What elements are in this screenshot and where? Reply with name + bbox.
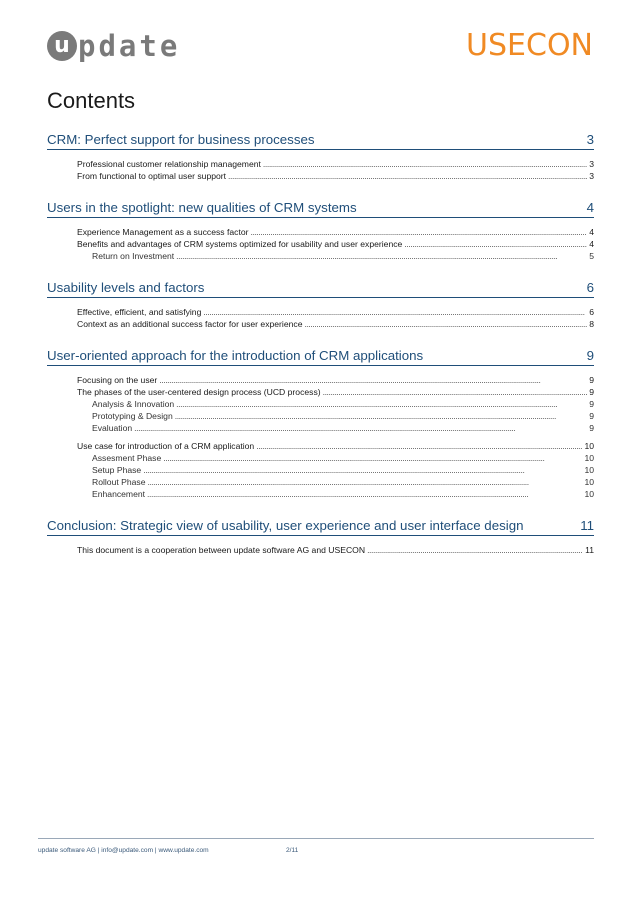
toc-entry-page: 8: [589, 319, 594, 329]
toc-section-page: 9: [586, 348, 594, 363]
toc-entry-list: [47, 158, 594, 182]
toc-dot-leader: [367, 544, 583, 556]
table-of-contents: [47, 132, 594, 574]
toc-dot-leader: [175, 410, 587, 422]
toc-entry[interactable]: [77, 374, 594, 386]
toc-section-title: User-oriented approach for the introduction of CRM applications: [47, 348, 424, 363]
toc-entry-title: Analysis & Innovation: [92, 399, 175, 409]
toc-entry-title: Setup Phase: [92, 465, 142, 475]
toc-section: [47, 280, 594, 330]
toc-entry-title: Prototyping & Design: [92, 411, 173, 421]
toc-entry[interactable]: [77, 318, 594, 330]
toc-entry-title: Rollout Phase: [92, 477, 146, 487]
toc-section: [47, 518, 594, 556]
toc-section-page: 4: [586, 200, 594, 215]
toc-section: [47, 348, 594, 500]
toc-subentry[interactable]: [92, 410, 594, 422]
toc-entry-title: Professional customer relationship management: [77, 159, 261, 169]
toc-entry-title: Evaluation: [92, 423, 133, 433]
toc-entry-page: 9: [589, 399, 594, 409]
toc-entry[interactable]: [77, 170, 594, 182]
toc-entry-list: [47, 306, 594, 330]
toc-dot-leader: [203, 306, 587, 318]
toc-entry-title: Use case for introduction of a CRM application: [77, 441, 255, 451]
update-logo-text: pdate: [78, 29, 181, 63]
toc-section-heading[interactable]: [47, 132, 594, 150]
toc-subentry[interactable]: [92, 422, 594, 434]
toc-entry-title: Context as an additional success factor for user experience: [77, 319, 303, 329]
toc-dot-leader: [147, 488, 582, 500]
toc-section-heading[interactable]: [47, 348, 594, 366]
toc-entry-title: Return on Investment: [92, 251, 175, 261]
toc-section-heading[interactable]: [47, 280, 594, 298]
toc-entry-page: 10: [584, 453, 594, 463]
toc-entry-title: From functional to optimal user support: [77, 171, 227, 181]
toc-entry[interactable]: [77, 158, 594, 170]
toc-entry-title: Focusing on the user: [77, 375, 158, 385]
toc-entry-page: 10: [584, 489, 594, 499]
toc-entry-page: 10: [584, 477, 594, 487]
toc-section: [47, 200, 594, 262]
usecon-logo-text-b: ON: [546, 28, 593, 63]
toc-entry[interactable]: [77, 544, 594, 556]
toc-entry-page: 9: [589, 375, 594, 385]
toc-dot-leader: [228, 170, 587, 182]
toc-section-page: 3: [586, 132, 594, 147]
toc-subentry[interactable]: [92, 476, 594, 488]
toc-entry-title: This document is a cooperation between update software AG and USECON: [77, 545, 366, 555]
toc-entry-page: 5: [589, 251, 594, 261]
toc-entry-page: 11: [585, 545, 594, 555]
toc-section-page: 11: [580, 518, 594, 533]
toc-subentry[interactable]: [92, 452, 594, 464]
toc-entry-page: 6: [589, 307, 594, 317]
usecon-logo-text-a: USEC: [466, 28, 547, 63]
toc-entry-list: [47, 226, 594, 262]
toc-entry-page: 10: [584, 465, 594, 475]
toc-subentry[interactable]: [92, 250, 594, 262]
update-logo: [47, 28, 180, 64]
toc-entry-page: 4: [589, 227, 594, 237]
toc-entry-title: The phases of the user-centered design process (UCD process): [77, 387, 321, 397]
toc-section-heading[interactable]: [47, 200, 594, 218]
page-header: [47, 28, 593, 68]
toc-dot-leader: [404, 238, 587, 250]
toc-dot-leader: [304, 318, 587, 330]
toc-dot-leader: [176, 398, 587, 410]
toc-entry-page: 10: [584, 441, 594, 451]
toc-section-heading[interactable]: [47, 518, 594, 536]
toc-subentry[interactable]: [92, 488, 594, 500]
toc-entry-list: [47, 374, 594, 500]
toc-entry-title: Effective, efficient, and satisfying: [77, 307, 202, 317]
toc-section-title: Users in the spotlight: new qualities of CRM systems: [47, 200, 357, 215]
toc-dot-leader: [159, 374, 587, 386]
toc-entry-page: 9: [589, 423, 594, 433]
toc-dot-leader: [176, 250, 587, 262]
toc-section-title: Conclusion: Strategic view of usability, user experience and user interface design: [47, 518, 524, 533]
toc-entry-title: Benefits and advantages of CRM systems optimized for usability and user experience: [77, 239, 403, 249]
footer-contact: update software AG | info@update.com | www.update.com: [38, 847, 209, 854]
toc-dot-leader: [323, 386, 588, 398]
toc-entry[interactable]: [77, 238, 594, 250]
page-title: Contents: [47, 88, 136, 113]
toc-section-title: CRM: Perfect support for business processes: [47, 132, 315, 147]
toc-entry-title: Enhancement: [92, 489, 146, 499]
toc-subentry[interactable]: [92, 398, 594, 410]
toc-dot-leader: [143, 464, 582, 476]
toc-entry-page: 4: [589, 239, 594, 249]
toc-entry-page: 9: [589, 411, 594, 421]
toc-section-title: Usability levels and factors: [47, 280, 205, 295]
toc-entry[interactable]: [77, 386, 594, 398]
update-logo-circle: u: [47, 31, 77, 61]
toc-section: [47, 132, 594, 182]
footer-page-number: 2/11: [286, 847, 299, 854]
toc-entry-page: 3: [589, 171, 594, 181]
toc-entry[interactable]: [77, 440, 594, 452]
toc-entry[interactable]: [77, 226, 594, 238]
page-footer: [38, 838, 594, 854]
usecon-logo: [466, 29, 593, 63]
toc-entry-title: Experience Management as a success factor: [77, 227, 249, 237]
toc-subentry[interactable]: [92, 464, 594, 476]
toc-entry-page: 3: [589, 159, 594, 169]
toc-entry-list: [47, 544, 594, 556]
toc-dot-leader: [251, 226, 588, 238]
toc-dot-leader: [263, 158, 587, 170]
toc-section-page: 6: [586, 280, 594, 295]
toc-entry-page: 9: [589, 387, 594, 397]
toc-entry-title: Assesment Phase: [92, 453, 162, 463]
toc-dot-leader: [163, 452, 582, 464]
toc-entry[interactable]: [77, 306, 594, 318]
toc-dot-leader: [134, 422, 587, 434]
toc-dot-leader: [148, 476, 583, 488]
toc-dot-leader: [256, 440, 582, 452]
